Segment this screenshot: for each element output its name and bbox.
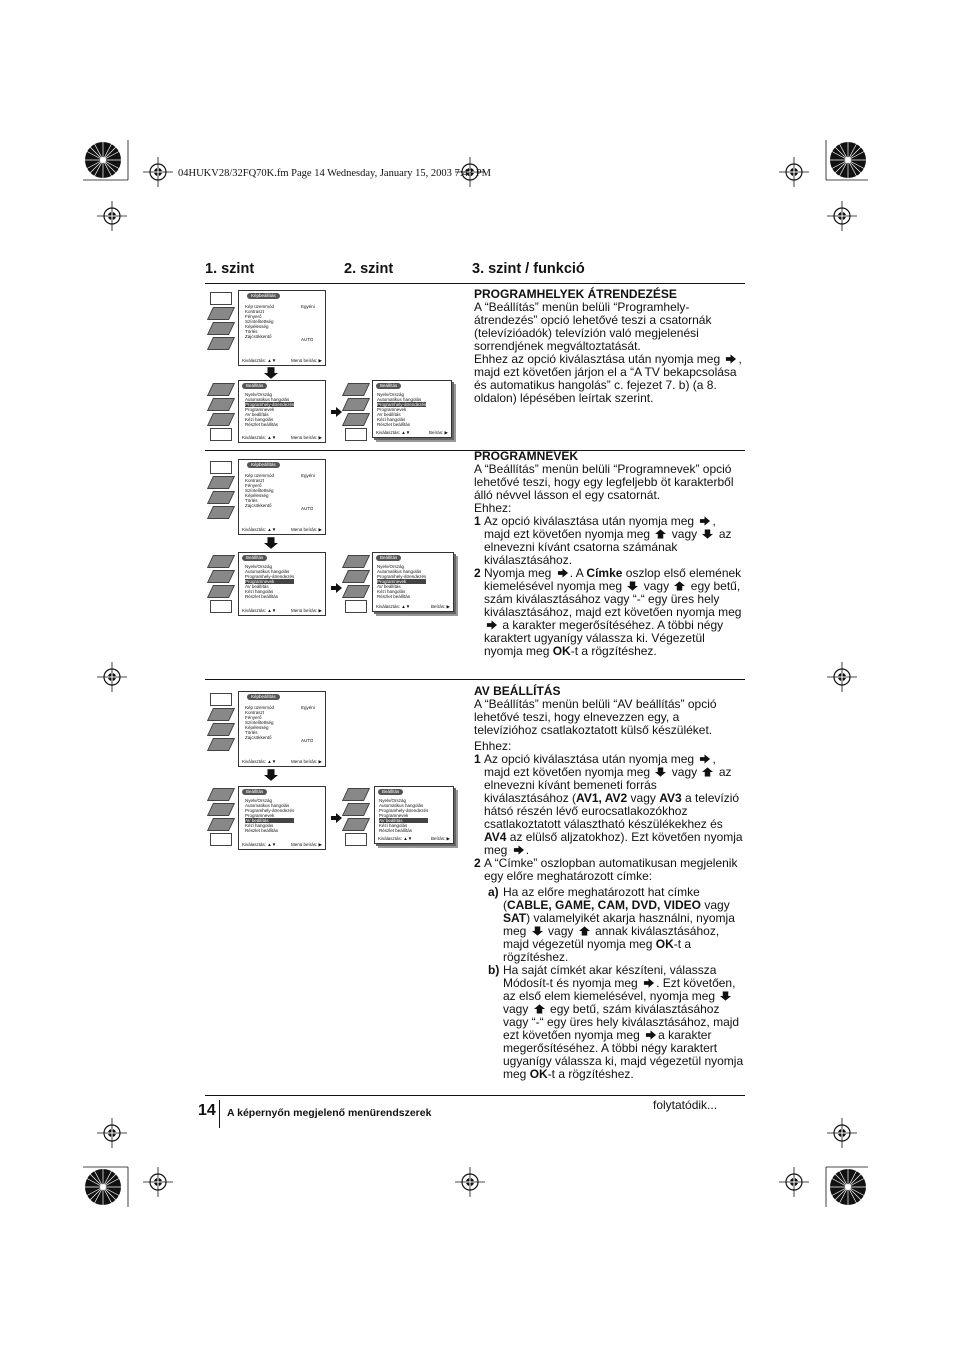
footer-section-title: A képernyőn megjelenő menürendszerek — [227, 1107, 432, 1119]
down-arrow-icon — [655, 767, 666, 777]
top-divider — [205, 283, 745, 284]
down-arrow-icon — [720, 991, 731, 1001]
step-2: 2 Nyomja meg . A Címke oszlop első elemének kiemelésével nyomja meg vagy egy betű, szám kiválasztásához vagy “-“ egy üres hely kiválasztásához, majd ezt követően nyomja meg a karakter megerősítéséhez. A többi négy karaktert ugyanígy válassza ki. Végezetül nyomja meg OK-t a rögzítéshez. — [474, 566, 742, 658]
up-arrow-icon — [655, 529, 666, 539]
setup-submenu: Beállítás Nyelv/Ország Automatikus hangolás Programhely-átrendezés Programnevek AV beállítás Kézi hangolás Részlet beállítás Kiválasztás: ▲▼ Beírás: ▶ — [372, 552, 454, 612]
menu-icon-strip — [345, 555, 367, 615]
up-arrow-icon — [702, 767, 713, 777]
step-1: 1 Az opció kiválasztása után nyomja meg , majd ezt követően nyomja meg vagy az elnevezni kívánt csatorna számának kiválasztásához. — [474, 514, 732, 567]
bottom-divider — [205, 1095, 745, 1096]
up-arrow-icon — [674, 581, 685, 591]
down-arrow-icon — [264, 769, 278, 781]
menu-icon-strip — [210, 292, 232, 352]
picture-menu: Képbeállítás Kép üzemmód Kontraszt Fényerő Színtelítettség Képélesség Törlés Zajcsökkentő Egyéni AUTO Kiválasztás: ▲▼ Menü beírás: ▶ — [238, 290, 326, 366]
paragraph: A “Beállítás” menün belüli “Programnevek” opció lehetővé teszi, hogy egy legfeljebb öt karakterből álló névvel lásson el egy csatornát. — [474, 462, 734, 502]
down-arrow-icon — [264, 537, 278, 549]
down-arrow-icon — [264, 367, 278, 379]
right-arrow-icon — [725, 354, 736, 364]
down-arrow-icon — [702, 529, 713, 539]
menu-icon-strip — [210, 693, 232, 753]
menu-icon-strip — [210, 383, 232, 443]
right-arrow-icon — [645, 1030, 656, 1040]
step-2b: b) Ha saját címkét akar készíteni, válassza Módosít-t és nyomja meg . Ezt követően, az első elem kiemelésével, nyomja meg vagy egy betű, szám kiválasztásához vagy “-“ egy üres hely kiválasztásához, majd ezt követően nyomja meg a karakter megerősítéséhez. A többi négy karaktert ugyanígy válassza ki, majd végezetül nyomja meg OK-t a rögzítéshez. — [488, 963, 744, 1081]
menu-icon-strip — [210, 555, 232, 615]
setup-menu: Beállítás Nyelv/Ország Automatikus hangolás Programhely-átrendezés Programnevek AV beállítás Kézi hangolás Részlet beállítás Kiválasztás: ▲▼ Menü beírás: ▶ — [238, 552, 326, 616]
right-arrow-icon — [643, 978, 654, 988]
paragraph: Ehhez: — [474, 739, 512, 753]
menu-icon-strip — [345, 383, 367, 443]
continued-label: folytatódik... — [653, 1098, 718, 1112]
setup-menu: Beállítás Nyelv/Ország Automatikus hangolás Programhely-átrendezés Programnevek AV beállítás Kézi hangolás Részlet beállítás Kiválasztás: ▲▼ Menü beírás: ▶ — [238, 380, 326, 443]
footer-divider — [219, 1100, 220, 1128]
right-arrow-icon — [330, 405, 342, 419]
menu-icon-strip — [345, 788, 367, 848]
right-arrow-icon — [513, 845, 524, 855]
section-title: AV BEÁLLÍTÁS — [474, 684, 561, 698]
right-arrow-icon — [699, 516, 710, 526]
section-title: PROGRAMNEVEK — [474, 449, 579, 463]
column-level-2: 2. szint — [344, 261, 394, 277]
down-arrow-icon — [532, 926, 543, 936]
picture-menu: Képbeállítás Kép üzemmód Kontraszt Fényerő Színtelítettség Képélesség Törlés Zajcsökkentő Egyéni AUTO Kiválasztás: ▲▼ Menü beírás: ▶ — [238, 691, 326, 767]
paragraph: Ehhez: — [474, 501, 512, 515]
right-arrow-icon — [557, 568, 568, 578]
step-2: 2 A “Címke” oszlopban automatikusan megjelenik egy előre meghatározott címke: — [474, 856, 738, 883]
menu-icon-strip — [210, 461, 232, 521]
section-title: PROGRAMHELYEK ÁTRENDEZÉSE — [474, 287, 677, 301]
right-arrow-icon — [330, 581, 342, 595]
paragraph: A “Beállítás” menün belüli “Programhely-átrendezés” opció lehetővé teszi a csatornák (televízióadók) televízión való megjelenési sorrendjének megváltoztatását. — [474, 300, 712, 353]
down-arrow-icon — [627, 581, 638, 591]
up-arrow-icon — [534, 1004, 545, 1014]
step-2a: a) Ha az előre meghatározott hat címke (CABLE, GAME, CAM, DVD, VIDEO vagy SAT) valamelyikét akarja használni, nyomja meg vagy annak kiválasztásához, majd végezetül nyomja meg OK-t a rögzítéshez. — [488, 885, 735, 964]
setup-submenu: Beállítás Nyelv/Ország Automatikus hangolás Programhely-átrendezés Programnevek AV beállítás Kézi hangolás Részlet beállítás Kiválasztás: ▲▼ Beírás: ▶ — [372, 380, 452, 438]
section-av-setup — [474, 685, 744, 1081]
menu-icon-strip — [210, 788, 232, 848]
page-number: 14 — [198, 1102, 216, 1119]
paragraph: Ehhez az opció kiválasztása után nyomja meg , majd ezt követően járjon el a “A TV bekapcsolása és automatikus hangolás” c. fejezet 7. b) (a 8. oldalon) lépésében leírtak szerint. — [474, 352, 742, 405]
picture-menu: Képbeállítás Kép üzemmód Kontraszt Fényerő Színtelítettség Képélesség Törlés Zajcsökkentő Egyéni AUTO Kiválasztás: ▲▼ Menü beírás: ▶ — [238, 459, 326, 535]
column-level-1: 1. szint — [205, 261, 255, 277]
section-divider — [205, 679, 745, 680]
paragraph: A “Beállítás” menün belüli “AV beállítás” opció lehetővé teszi, hogy elnevezzen egy, a televízióhoz csatlakoztatott külső készüléket. — [474, 697, 717, 737]
setup-menu: Beállítás Nyelv/Ország Automatikus hangolás Programhely-átrendezés Programnevek AV beállítás Kézi hangolás Részlet beállítás Kiválasztás: ▲▼ Menü beírás: ▶ — [238, 786, 326, 850]
step-1: 1 Az opció kiválasztása után nyomja meg , majd ezt követően nyomja meg vagy az elnevezni kívánt bemeneti forrás kiválasztásához (AV1, AV2 vagy AV3 a televízió hátsó részén lévő eurocsatlakozókhoz csatlakoztatott választható készülékekhez és AV4 az elülső aljzatokhoz). Ezt követően nyomja meg . — [474, 752, 743, 857]
section-program-reorder — [474, 288, 744, 405]
setup-submenu: Beállítás Nyelv/Ország Automatikus hangolás Programhely-átrendezés Programnevek AV beállítás Kézi hangolás Részlet beállítás Kiválasztás: ▲▼ Beírás: ▶ — [374, 786, 454, 844]
right-arrow-icon — [330, 811, 342, 825]
up-arrow-icon — [579, 926, 590, 936]
file-header: 04HUKV28/32FQ70K.fm Page 14 Wednesday, January 15, 2003 7:43 PM — [178, 168, 491, 179]
column-level-3: 3. szint / funkció — [472, 261, 585, 277]
section-program-names — [474, 450, 744, 658]
right-arrow-icon — [486, 620, 497, 630]
right-arrow-icon — [699, 754, 710, 764]
